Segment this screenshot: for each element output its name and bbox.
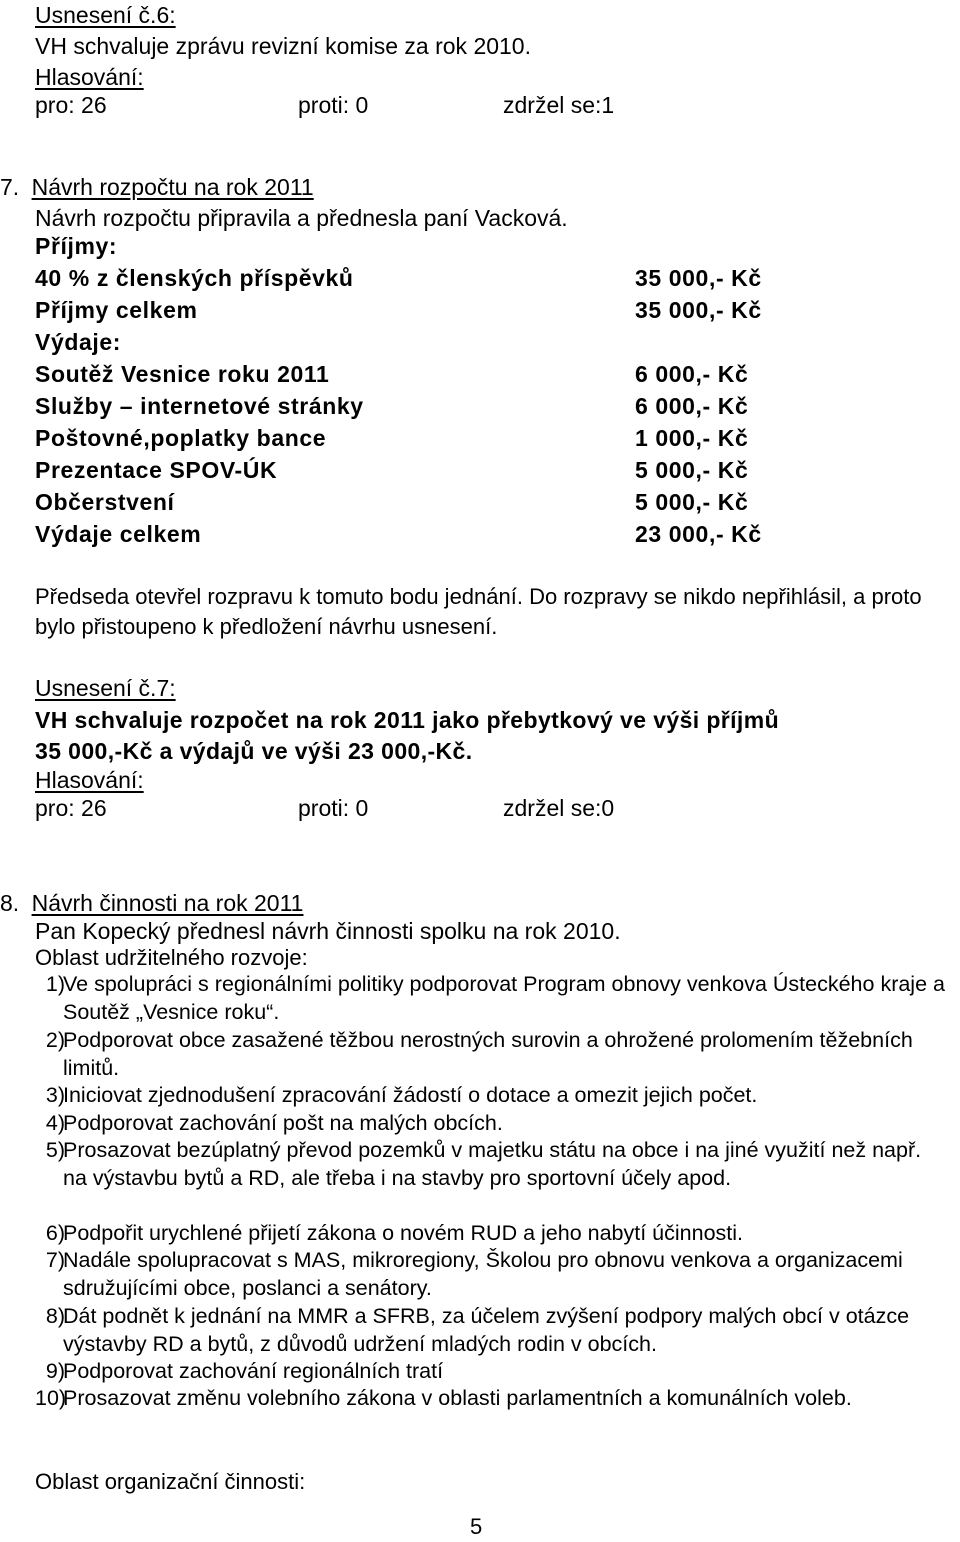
budget-row-label: Prezentace SPOV-ÚK (35, 457, 278, 483)
list-item-text: Ve spolupráci s regionálními politiky podporovat Program obnovy venkova Ústeckého kraje a Soutěž „Vesnice roku“. (63, 972, 945, 1024)
vote-zdrzel: zdržel se:0 (503, 795, 615, 821)
discussion-paragraph: Předseda otevřel rozpravu k tomuto bodu jednání. Do rozpravy se nikdo nepřihlásil, a proto bylo přistoupeno k předložení návrhu usnesení. (35, 584, 922, 639)
list-item-text: Prosazovat změnu volebního zákona v oblasti parlamentních a komunálních voleb. (63, 1386, 852, 1410)
list-item-text: Prosazovat bezúplatný převod pozemků v majetku státu na obce i na jiné využití než např. na výstavbu bytů a RD, ale třeba i na stavby pro sportovní účely apod. (63, 1138, 922, 1190)
budget-row-amount: 6 000,- Kč (635, 393, 749, 419)
list-item (35, 1247, 945, 1302)
list-item-text: Dát podnět k jednání na MMR a SFRB, za účelem zvýšení podpory malých obcí v otázce výstavby RD a bytů, z důvodů udržení mladých rodin v obcích. (63, 1304, 910, 1356)
resolution-7-heading: Usnesení č.7: (35, 675, 176, 701)
budget-row (35, 486, 935, 518)
resolution-6-vote-label: Hlasování: (35, 64, 144, 90)
list-item-number: 2) (45, 1028, 65, 1052)
resolution-7-text-line1: VH schvaluje rozpočet na rok 2011 jako přebytkový ve výši příjmů (35, 707, 780, 733)
budget-row-label: Příjmy celkem (35, 297, 198, 323)
budget-row (35, 518, 935, 550)
budget-row-amount: 5 000,- Kč (635, 489, 749, 515)
list-item-text: Podporovat zachování pošt na malých obcích. (63, 1111, 503, 1135)
budget-row-label: Občerstvení (35, 489, 175, 515)
vote-proti: proti: 0 (298, 92, 369, 118)
resolution-7-text-line2: 35 000,-Kč a výdajů ve výši 23 000,-Kč. (35, 738, 473, 764)
resolution-7-vote-label: Hlasování: (35, 767, 144, 793)
budget-row-label: 40 % z členských příspěvků (35, 265, 354, 291)
page-number: 5 (470, 1514, 483, 1539)
expense-label: Výdaje: (35, 329, 122, 355)
list-item (35, 1082, 945, 1110)
resolution-6-text: VH schvaluje zprávu revizní komise za rok 2010. (35, 33, 531, 59)
list-item-number: 8) (45, 1304, 65, 1328)
vote-proti: proti: 0 (298, 795, 369, 821)
budget-row-label: Soutěž Vesnice roku 2011 (35, 361, 330, 387)
budget-row (35, 294, 935, 326)
list-item (35, 1220, 945, 1248)
area-organizational-label: Oblast organizační činnosti: (35, 1469, 306, 1494)
resolution-6-heading: Usnesení č.6: (35, 2, 176, 28)
budget-row-label: Výdaje celkem (35, 521, 202, 547)
list-item-number: 7) (45, 1248, 65, 1272)
budget-row-amount: 35 000,- Kč (635, 297, 762, 323)
budget-row (35, 390, 935, 422)
income-label: Příjmy: (35, 233, 118, 259)
budget-row-amount: 5 000,- Kč (635, 457, 749, 483)
vote-pro: pro: 26 (35, 92, 107, 118)
budget-row-amount: 6 000,- Kč (635, 361, 749, 387)
budget-row (35, 454, 935, 486)
section-8-heading (0, 888, 303, 918)
list-item-text: Podpořit urychlené přijetí zákona o novém RUD a jeho nabytí účinnosti. (63, 1221, 744, 1245)
list-item (35, 1027, 945, 1082)
list-item-number: 1) (45, 972, 65, 996)
list-item-number: 5) (45, 1138, 65, 1162)
budget-row-amount: 1 000,- Kč (635, 425, 749, 451)
section-7-title: Návrh rozpočtu na rok 2011 (31, 174, 314, 200)
list-item-number: 3) (45, 1083, 65, 1107)
list-item-number: 10) (35, 1386, 67, 1410)
list-item (35, 971, 945, 1026)
list-item-number: 9) (45, 1359, 65, 1383)
list-item (35, 1303, 945, 1358)
section-8-title: Návrh činnosti na rok 2011 (31, 890, 304, 916)
list-item (35, 1385, 945, 1413)
vote-pro: pro: 26 (35, 795, 107, 821)
area-sustainable-label: Oblast udržitelného rozvoje: (35, 945, 308, 970)
list-item (35, 1110, 945, 1138)
list-item (35, 1137, 945, 1192)
budget-row-amount: 35 000,- Kč (635, 265, 762, 291)
budget-row (35, 262, 935, 294)
budget-row-label: Služby – internetové stránky (35, 393, 364, 419)
budget-row (35, 358, 935, 390)
section-8-number: 8. (0, 890, 20, 916)
budget-row-label: Poštovné,poplatky bance (35, 425, 327, 451)
budget-row (35, 422, 935, 454)
section-7-number: 7. (0, 174, 20, 200)
list-item-text: Iniciovat zjednodušení zpracování žádostí o dotace a omezit jejich počet. (63, 1083, 758, 1107)
section-7-intro: Návrh rozpočtu připravila a přednesla paní Vacková. (35, 205, 568, 231)
list-item-text: Nadále spolupracovat s MAS, mikroregiony, Školou pro obnovu venkova a organizacemi sdružujícími obce, poslanci a senátory. (63, 1248, 903, 1300)
section-7-heading (0, 172, 314, 202)
list-item-number: 6) (45, 1221, 65, 1245)
budget-row-amount: 23 000,- Kč (635, 521, 762, 547)
list-item-number: 4) (45, 1111, 65, 1135)
vote-zdrzel: zdržel se:1 (503, 92, 615, 118)
list-item (35, 1358, 945, 1386)
section-8-intro: Pan Kopecký přednesl návrh činnosti spolku na rok 2010. (35, 918, 621, 944)
list-item-text: Podporovat zachování regionálních tratí (63, 1359, 444, 1383)
list-item-text: Podporovat obce zasažené těžbou nerostných surovin a ohrožené prolomením těžebních limitů. (63, 1028, 913, 1080)
